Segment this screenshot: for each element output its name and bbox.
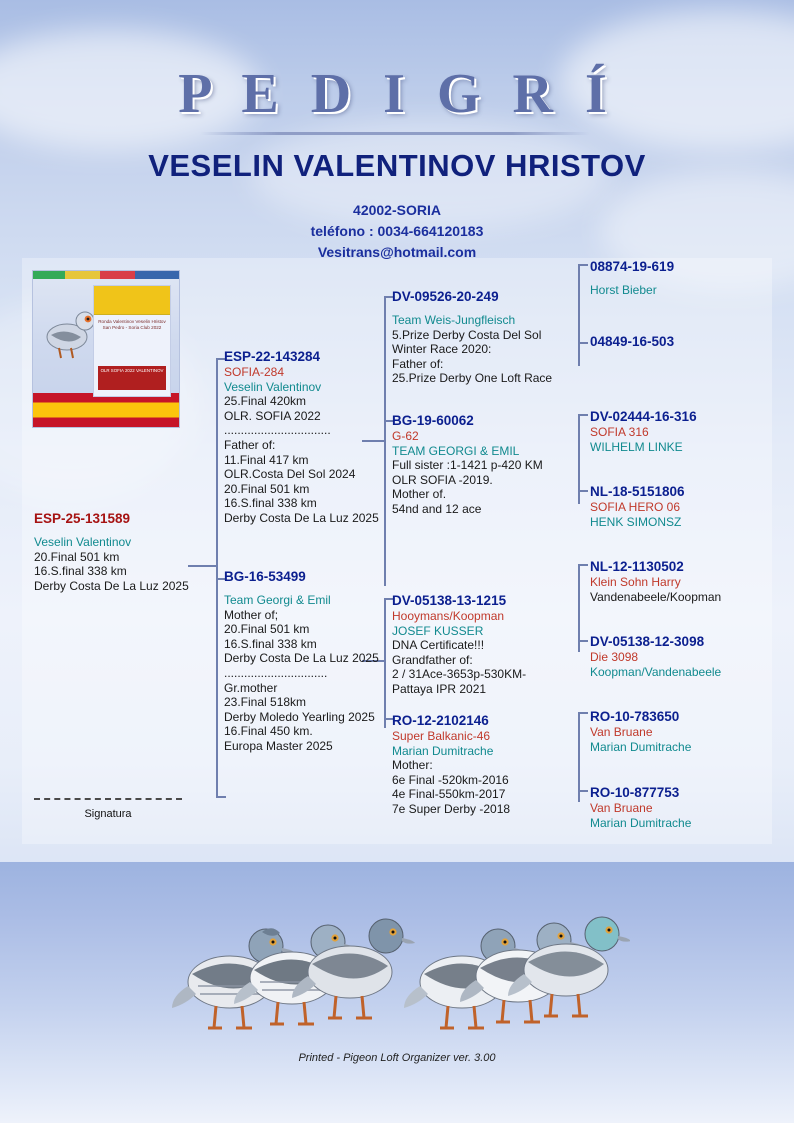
connector bbox=[578, 264, 580, 366]
connector bbox=[578, 490, 588, 492]
father-line: 16.S.final 338 km bbox=[224, 496, 317, 511]
grandparent-line: Pattaya IPR 2021 bbox=[392, 681, 487, 696]
mother-line: Mother of; bbox=[224, 607, 279, 622]
grandparent-box-ff bbox=[392, 288, 564, 386]
grandparent-line: OLR SOFIA -2019. bbox=[392, 472, 493, 487]
father-line: Derby Costa De La Luz 2025 bbox=[224, 510, 379, 525]
badge-header bbox=[94, 286, 170, 315]
ggp-id: 04849-16-503 bbox=[590, 334, 675, 349]
great-grandparent-box-6 bbox=[590, 633, 770, 679]
great-grandparent-box-2 bbox=[590, 333, 770, 350]
ggp-id: NL-18-5151806 bbox=[590, 484, 685, 499]
spain-flag bbox=[33, 393, 179, 427]
great-grandparent-box-4 bbox=[590, 483, 770, 529]
grandparent-line: 5.Prize Derby Costa Del Sol bbox=[392, 327, 542, 342]
mother-line: 20.Final 501 km bbox=[224, 622, 310, 637]
grandparent-line: 2 / 31Ace-3653p-530KM- bbox=[392, 667, 527, 682]
subject-line: 16.S.final 338 km bbox=[34, 564, 127, 579]
mother-line: ............................... bbox=[224, 665, 328, 680]
great-grandparent-box-7 bbox=[590, 708, 770, 754]
grandparent-line: 6e Final -520km-2016 bbox=[392, 772, 509, 787]
ggp-line: WILHELM LINKE bbox=[590, 439, 683, 454]
ggp-id: RO-10-783650 bbox=[590, 709, 680, 724]
ggp-id: DV-02444-16-316 bbox=[590, 409, 697, 424]
father-line: 20.Final 501 km bbox=[224, 481, 310, 496]
ggp-line: Horst Bieber bbox=[590, 283, 657, 297]
great-grandparent-box-8 bbox=[590, 784, 770, 830]
grandparent-id: RO-12-2102146 bbox=[392, 713, 489, 728]
father-line: ................................ bbox=[224, 423, 331, 438]
loft-photo bbox=[32, 270, 180, 428]
father-line: 11.Final 417 km bbox=[224, 452, 309, 467]
connector bbox=[578, 564, 580, 652]
connector bbox=[578, 790, 588, 792]
grandparent-line: 7e Super Derby -2018 bbox=[392, 801, 511, 816]
signature-label: Signatura bbox=[84, 808, 132, 820]
bulgaria-flag-bar bbox=[33, 271, 179, 279]
subject-line: Veselin Valentinov bbox=[34, 535, 132, 549]
grandparent-id: BG-19-60062 bbox=[392, 413, 474, 428]
mother-line: Team Georgi & Emil bbox=[224, 593, 331, 607]
title-divider bbox=[200, 132, 590, 135]
ggp-line: SOFIA HERO 06 bbox=[590, 500, 681, 514]
ggp-line: HENK SIMONSZ bbox=[590, 514, 682, 529]
contact-block bbox=[0, 200, 794, 263]
ggp-id: DV-05138-12-3098 bbox=[590, 634, 705, 649]
grandparent-line: Mother of. bbox=[392, 487, 447, 502]
connector bbox=[216, 796, 226, 798]
grandparent-line: Father of: bbox=[392, 356, 444, 371]
grandparent-line: 25.Prize Derby One Loft Race bbox=[392, 371, 553, 386]
grandparent-line: 4e Final-550km-2017 bbox=[392, 787, 506, 802]
grandparent-line: TEAM GEORGI & EMIL bbox=[392, 443, 520, 458]
ggp-line: Vandenabeele/Koopman bbox=[590, 589, 722, 604]
father-line: SOFIA-284 bbox=[224, 365, 285, 379]
ggp-line: Marian Dumitrache bbox=[590, 739, 692, 754]
connector bbox=[578, 342, 588, 344]
ggp-line: Koopman/Vandenabeele bbox=[590, 664, 722, 679]
father-line: OLR. SOFIA 2022 bbox=[224, 408, 321, 423]
page-title: P E D I G R Í bbox=[178, 63, 616, 125]
grandparent-line: DNA Certificate!!! bbox=[392, 638, 485, 653]
connector bbox=[578, 712, 580, 802]
ggp-id: RO-10-877753 bbox=[590, 785, 680, 800]
grandparent-box-fm bbox=[392, 412, 564, 517]
badge-text: Ronda Valentinov Veselin Hristov San Pedro - Soria Club 2022 bbox=[98, 319, 166, 330]
mother-box bbox=[224, 568, 390, 754]
grandparent-box-mm bbox=[392, 712, 564, 817]
subject-id: ESP-25-131589 bbox=[34, 511, 131, 526]
father-line: Veselin Valentinov bbox=[224, 379, 322, 394]
grandparent-line: 54nd and 12 ace bbox=[392, 501, 482, 516]
owner-phone: teléfono : 0034-664120183 bbox=[310, 223, 484, 239]
grandparent-box-mf bbox=[392, 592, 564, 697]
father-line: Father of: bbox=[224, 437, 276, 452]
grandparent-id: DV-09526-20-249 bbox=[392, 289, 499, 304]
father-id: ESP-22-143284 bbox=[224, 349, 321, 364]
grandparent-line: Super Balkanic-46 bbox=[392, 729, 491, 743]
ggp-line: SOFIA 316 bbox=[590, 425, 649, 439]
great-grandparent-box-1 bbox=[590, 258, 770, 298]
ggp-line: Klein Sohn Harry bbox=[590, 575, 681, 589]
mother-line: Europa Master 2025 bbox=[224, 738, 333, 753]
subject-box bbox=[34, 510, 204, 593]
mother-line: 16.S.final 338 km bbox=[224, 636, 317, 651]
grandparent-line: Mother: bbox=[392, 758, 433, 773]
connector bbox=[578, 712, 588, 714]
grandparent-id: DV-05138-13-1215 bbox=[392, 593, 507, 608]
father-line: 25.Final 420km bbox=[224, 394, 307, 409]
mother-id: BG-16-53499 bbox=[224, 569, 306, 584]
mother-line: Derby Costa De La Luz 2025 bbox=[224, 651, 379, 666]
mother-line: Derby Moledo Yearling 2025 bbox=[224, 709, 375, 724]
ggp-line: Die 3098 bbox=[590, 650, 639, 664]
grandparent-line: Grandfather of: bbox=[392, 652, 473, 667]
ggp-id: 08874-19-619 bbox=[590, 259, 675, 274]
grandparent-line: Team Weis-Jungfleisch bbox=[392, 313, 516, 327]
grandparent-line: Full sister :1-1421 p-420 KM bbox=[392, 458, 543, 473]
father-line: OLR.Costa Del Sol 2024 bbox=[224, 467, 356, 482]
bottom-pigeon-band bbox=[0, 862, 794, 1123]
ggp-line: Van Bruane bbox=[590, 801, 653, 815]
grandparent-line: JOSEF KUSSER bbox=[392, 623, 484, 638]
grandparent-line: G-62 bbox=[392, 429, 419, 443]
mother-line: 16.Final 450 km. bbox=[224, 724, 313, 739]
ggp-line: Marian Dumitrache bbox=[590, 815, 692, 830]
connector bbox=[578, 640, 588, 642]
grandparent-line: Marian Dumitrache bbox=[392, 743, 494, 758]
subject-line: Derby Costa De La Luz 2025 bbox=[34, 578, 189, 593]
connector bbox=[578, 564, 588, 566]
ggp-id: NL-12-1130502 bbox=[590, 559, 684, 574]
connector bbox=[578, 264, 588, 266]
badge-footer: OLR SOFIA 2022 VALENTINOV bbox=[98, 366, 166, 390]
club-badge bbox=[93, 285, 171, 397]
owner-name: VESELIN VALENTINOV HRISTOV bbox=[148, 148, 646, 183]
subject-line: 20.Final 501 km bbox=[34, 549, 120, 564]
great-grandparent-box-3 bbox=[590, 408, 770, 454]
signature-line bbox=[34, 798, 182, 800]
owner-address: 42002-SORIA bbox=[353, 202, 441, 218]
mother-line: 23.Final 518km bbox=[224, 695, 307, 710]
pigeon-group-illustration bbox=[170, 882, 630, 1062]
father-box bbox=[224, 348, 390, 526]
printed-footer: Printed - Pigeon Loft Organizer ver. 3.00 bbox=[298, 1052, 496, 1064]
grandparent-line: Hooymans/Koopman bbox=[392, 609, 505, 623]
connector bbox=[578, 414, 588, 416]
mother-line: Gr.mother bbox=[224, 680, 278, 695]
ggp-line: Van Bruane bbox=[590, 725, 653, 739]
owner-email: Vesitrans@hotmail.com bbox=[317, 244, 477, 260]
great-grandparent-box-5 bbox=[590, 558, 770, 604]
grandparent-line: Winter Race 2020: bbox=[392, 342, 492, 357]
